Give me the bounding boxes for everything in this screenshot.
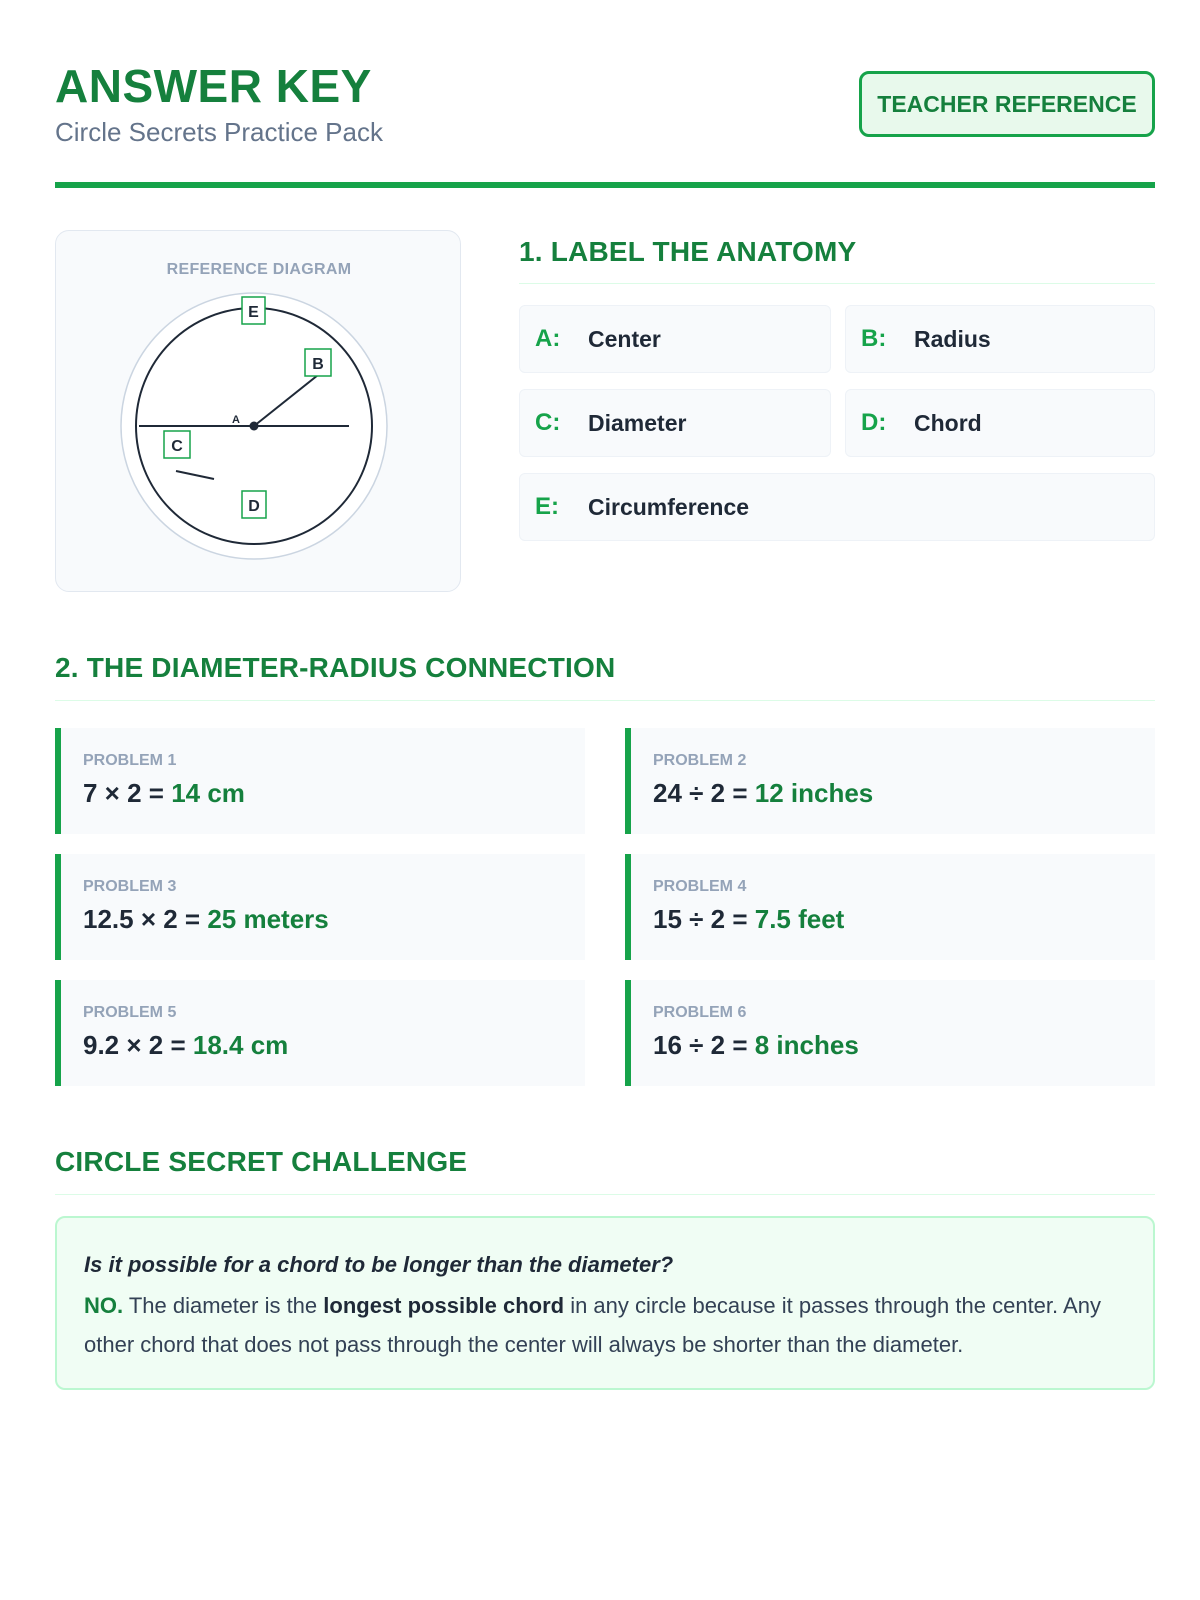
- problem-equation: 12.5 × 2 = 25 meters: [83, 904, 329, 934]
- problem-label: PROBLEM 2: [653, 752, 747, 769]
- label-b: B: [312, 356, 324, 373]
- anatomy-letter: D:: [861, 409, 887, 436]
- problem-equation: 15 ÷ 2 = 7.5 feet: [653, 904, 845, 934]
- problem-label: PROBLEM 6: [653, 1004, 747, 1021]
- problem-card: [55, 728, 585, 834]
- answer-no: NO.: [84, 1293, 124, 1318]
- problem-equation: 9.2 × 2 = 18.4 cm: [83, 1030, 289, 1060]
- challenge-question: Is it possible for a chord to be longer than the diameter?: [84, 1252, 674, 1277]
- problem-answer: 14 cm: [171, 778, 245, 808]
- anatomy-item: [519, 389, 831, 457]
- diagram-caption: REFERENCE DIAGRAM: [166, 261, 352, 278]
- anatomy-term: Chord: [914, 409, 982, 436]
- problem-answer: 25 meters: [207, 904, 329, 934]
- reference-diagram-card: [55, 230, 461, 592]
- label-e: E: [248, 304, 259, 321]
- challenge-divider: [55, 1194, 1155, 1195]
- anatomy-item: [845, 389, 1155, 457]
- anatomy-item: [519, 473, 1155, 541]
- problem-equation: 24 ÷ 2 = 12 inches: [653, 778, 874, 808]
- label-box-b: [305, 349, 331, 376]
- center-point: [250, 422, 259, 431]
- challenge-heading: CIRCLE SECRET CHALLENGE: [55, 1146, 468, 1177]
- problem-label: PROBLEM 3: [83, 878, 177, 895]
- anatomy-divider: [519, 283, 1155, 284]
- problem-label: PROBLEM 5: [83, 1004, 177, 1021]
- problem-answer: 12 inches: [754, 778, 874, 808]
- circle-diagram: [56, 231, 462, 593]
- anatomy-term: Circumference: [588, 493, 750, 520]
- problem-label: PROBLEM 4: [653, 878, 747, 895]
- page-title: ANSWER KEY: [55, 60, 372, 112]
- anatomy-term: Diameter: [588, 409, 687, 436]
- problem-card: [625, 854, 1155, 960]
- problem-equation: 7 × 2 = 14 cm: [83, 778, 245, 808]
- anatomy-letter: B:: [861, 325, 887, 352]
- header: [55, 55, 1155, 185]
- problem-answer: 7.5 feet: [754, 904, 845, 934]
- problem-answer: 18.4 cm: [192, 1030, 289, 1060]
- anatomy-term: Center: [588, 325, 661, 352]
- connection-divider: [55, 700, 1155, 701]
- label-c: C: [171, 438, 183, 455]
- label-a: A: [232, 414, 240, 426]
- anatomy-letter: C:: [535, 409, 561, 436]
- problem-card: [625, 980, 1155, 1086]
- connection-heading: 2. THE DIAMETER-RADIUS CONNECTION: [55, 652, 616, 683]
- label-d: D: [248, 498, 260, 515]
- problem-label: PROBLEM 1: [83, 752, 177, 769]
- anatomy-heading: 1. LABEL THE ANATOMY: [519, 236, 857, 267]
- anatomy-item: [519, 305, 831, 373]
- anatomy-item: [845, 305, 1155, 373]
- answer-key-page: [55, 0, 1155, 1600]
- challenge-answer: NO. The diameter is the longest possible chord in any circle because it passes through the center. Any other chord that does not pass through the center will always be shorter than the diameter.: [84, 1293, 1101, 1357]
- anatomy-letter: A:: [535, 325, 561, 352]
- teacher-reference-badge: TEACHER REFERENCE: [859, 71, 1155, 137]
- label-box-c: [164, 431, 190, 458]
- problem-card: [625, 728, 1155, 834]
- problem-answer: 8 inches: [754, 1030, 859, 1060]
- answer-emphasis: longest possible chord: [323, 1293, 565, 1318]
- header-divider: [55, 182, 1155, 188]
- label-box-d: [242, 491, 266, 518]
- problem-card: [55, 980, 585, 1086]
- page-subtitle: Circle Secrets Practice Pack: [55, 117, 383, 147]
- problem-card: [55, 854, 585, 960]
- anatomy-letter: E:: [535, 493, 559, 520]
- challenge-box: [55, 1216, 1155, 1390]
- label-box-e: [242, 297, 265, 324]
- anatomy-term: Radius: [914, 325, 991, 352]
- problem-equation: 16 ÷ 2 = 8 inches: [653, 1030, 859, 1060]
